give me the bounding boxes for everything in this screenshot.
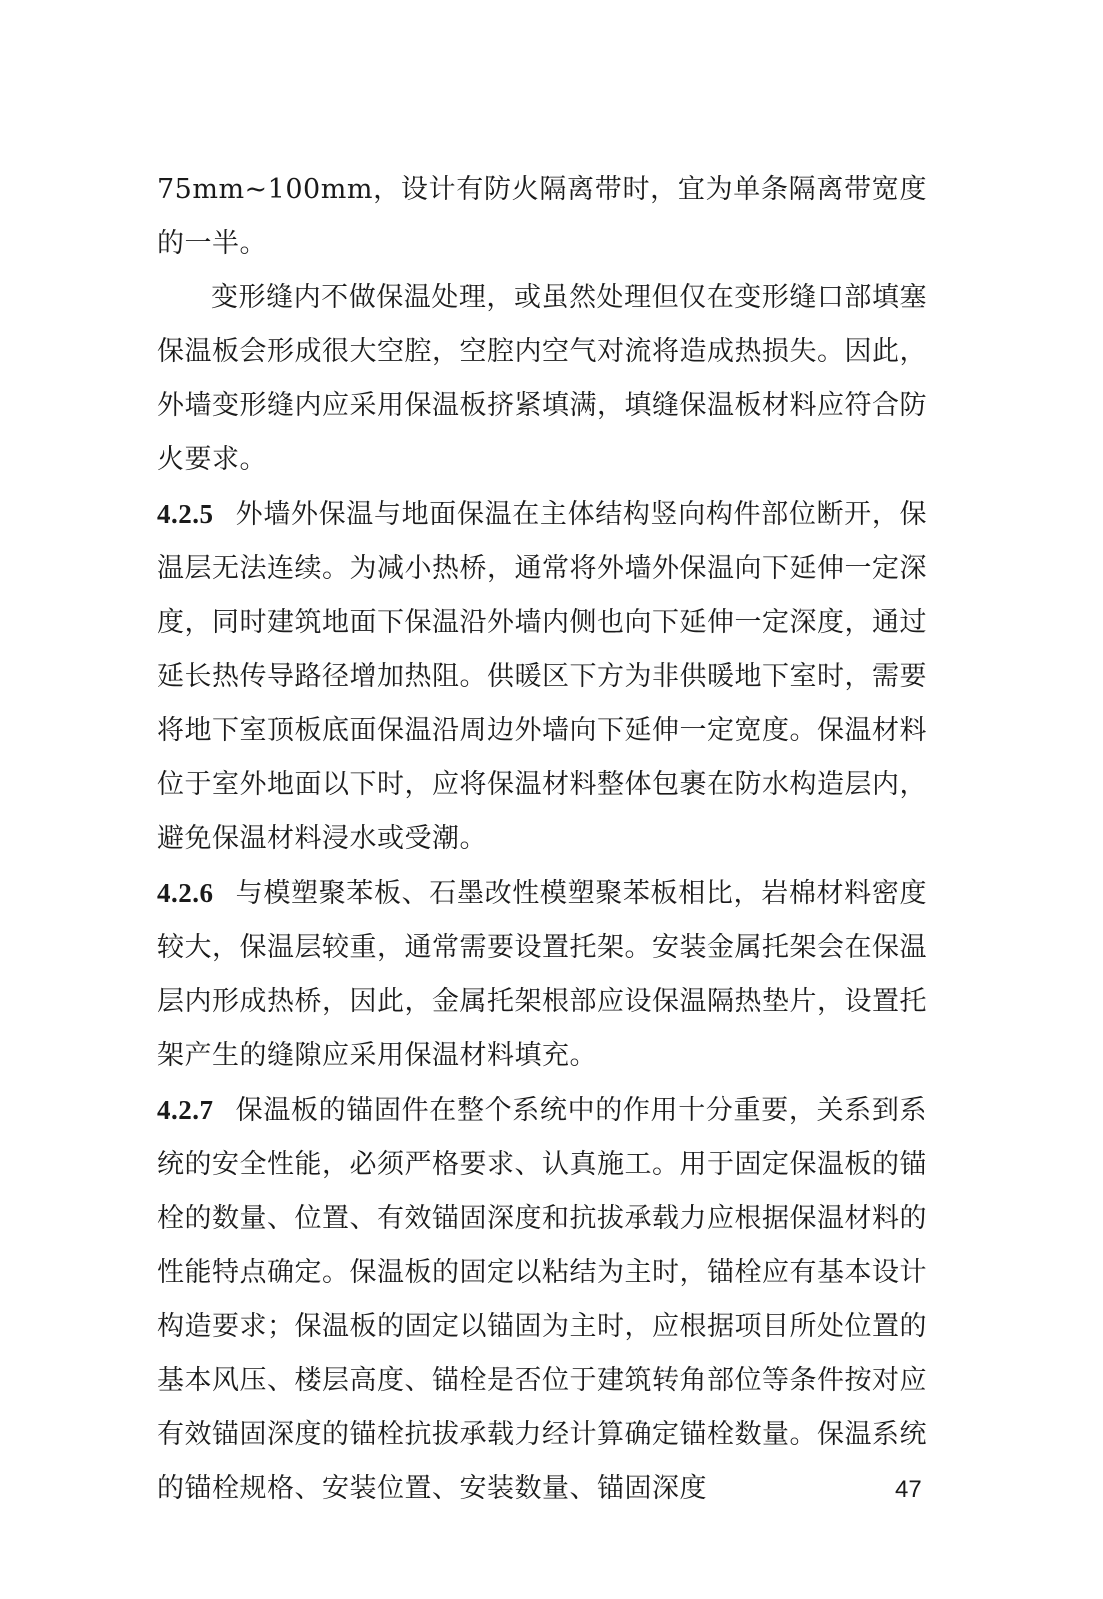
clause-number: 4.2.7	[157, 1095, 214, 1125]
page-number: 47	[895, 1476, 922, 1503]
paragraph-continuation	[157, 163, 927, 271]
clause-4-2-6	[157, 866, 927, 1083]
clause-4-2-7	[157, 1083, 927, 1516]
page-body	[157, 163, 927, 1516]
clause-text: 保温板的锚固件在整个系统中的作用十分重要，关系到系统的安全性能，必须严格要求、认真施工。用于固定保温板的锚栓的数量、位置、有效锚固深度和抗拔承载力应根据保温材料的性能特点确定。保温板的固定以粘结为主时，锚栓应有基本设计构造要求；保温板的固定以锚固为主时，应根据项目所处位置的基本风压、楼层高度、锚栓是否位于建筑转角部位等条件按对应有效锚固深度的锚栓抗拔承载力经计算确定锚栓数量。保温系统的锚栓规格、安装位置、安装数量、锚固深度	[157, 1095, 927, 1504]
paragraph-text: 变形缝内不做保温处理，或虽然处理但仅在变形缝口部填塞保温板会形成很大空腔，空腔内空气对流将造成热损失。因此，外墙变形缝内应采用保温板挤紧填满，填缝保温板材料应符合防火要求。	[157, 282, 927, 475]
paragraph-expansion-joint	[157, 271, 927, 487]
clause-text: 外墙外保温与地面保温在主体结构竖向构件部位断开，保温层无法连续。为减小热桥，通常将外墙外保温向下延伸一定深度，同时建筑地面下保温沿外墙内侧也向下延伸一定深度，通过延长热传导路径增加热阻。供暖区下方为非供暖地下室时，需要将地下室顶板底面保温沿周边外墙向下延伸一定宽度。保温材料位于室外地面以下时，应将保温材料整体包裹在防水构造层内，避免保温材料浸水或受潮。	[157, 499, 927, 854]
clause-number: 4.2.6	[157, 878, 214, 908]
clause-4-2-5	[157, 487, 927, 866]
paragraph-text: 75mm~100mm，设计有防火隔离带时，宜为单条隔离带宽度的一半。	[157, 174, 927, 259]
clause-number: 4.2.5	[157, 499, 214, 529]
clause-text: 与模塑聚苯板、石墨改性模塑聚苯板相比，岩棉材料密度较大，保温层较重，通常需要设置托架。安装金属托架会在保温层内形成热桥，因此，金属托架根部应设保温隔热垫片，设置托架产生的缝隙应采用保温材料填充。	[157, 878, 927, 1071]
